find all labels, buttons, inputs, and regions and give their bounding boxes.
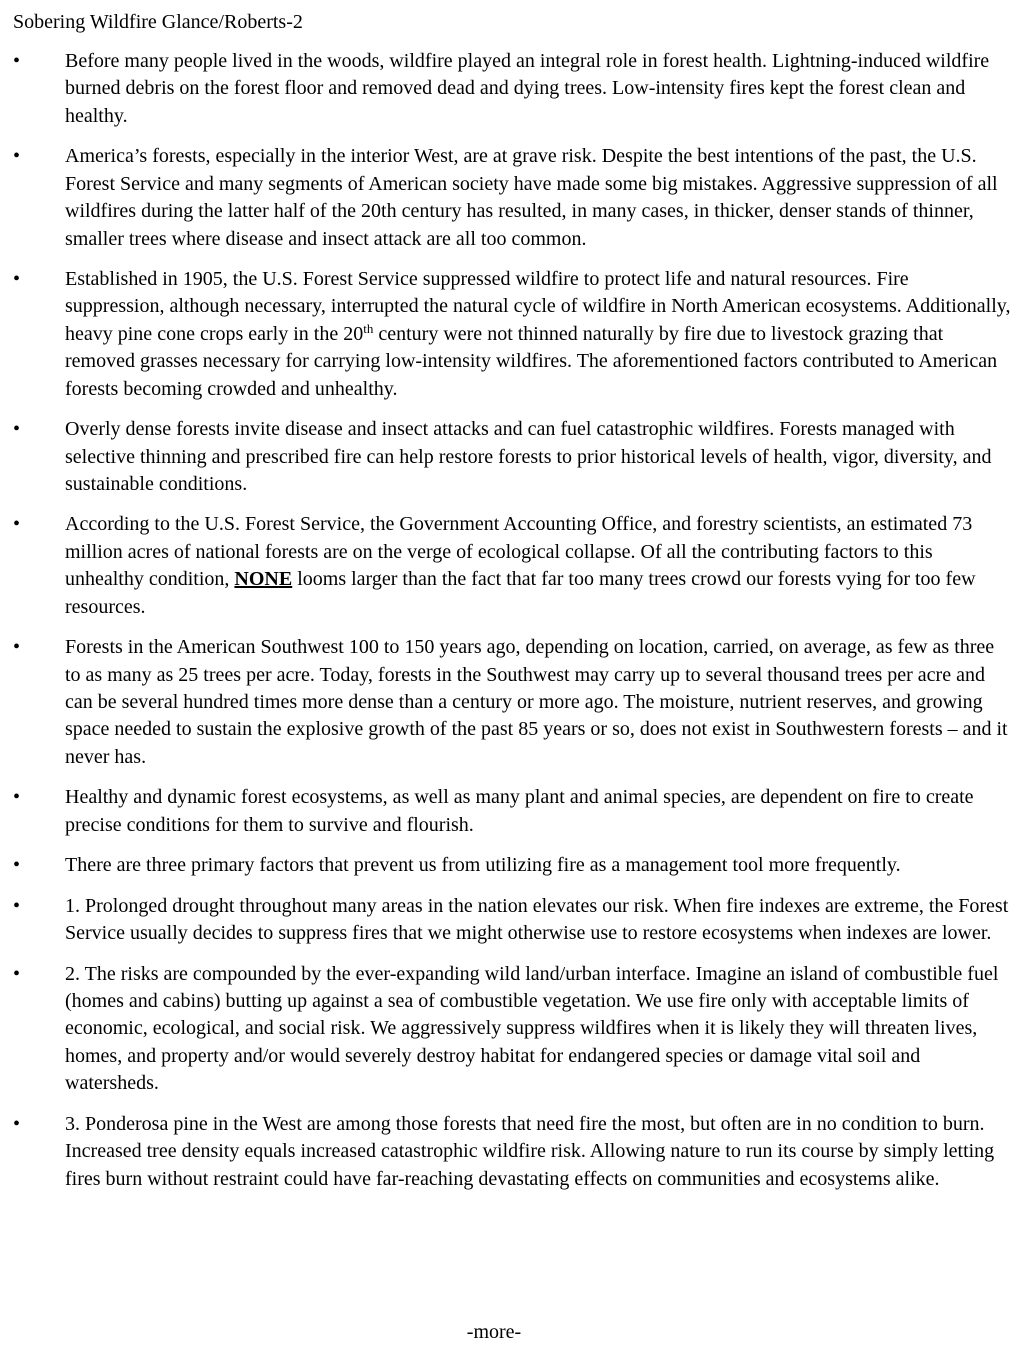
- superscript-ordinal: th: [363, 320, 374, 336]
- bullet-text-continued: looms larger than the fact that far too many trees crowd our forests vying for too few resources.: [65, 568, 976, 618]
- bullet-marker: •: [13, 145, 21, 168]
- bullet-text: 1. Prolonged drought throughout many areas in the nation elevates our risk. When fire indexes are extreme, the Forest Service usually decides to suppress fires that we might otherwise use to restore ecosystems when indexes are lower.: [65, 894, 1009, 945]
- bullet-item: [0, 634, 1024, 771]
- bullet-item: [0, 266, 1024, 403]
- bullet-text: Forests in the American Southwest 100 to 150 years ago, depending on location, carried, on average, as few as three to as many as 25 trees per acre. Today, forests in the Southwest may carry up to several thousand trees per acre and can be several hundred times more dense than a century or more ago. The moisture, nutrient reserves, and growing space needed to sustain the explosive growth of the past 85 years or so, does not exist in Southwestern forests – and it never has.: [65, 636, 1008, 768]
- bullet-item: [0, 416, 1024, 498]
- bullet-text: Overly dense forests invite disease and insect attacks and can fuel catastrophic wildfires. Forests managed with selective thinning and prescribed fire can help restore forests to prior historical levels of health, vigor, diversity, and sustainable conditions.: [65, 418, 992, 495]
- page-footer-more: -more-: [466, 1321, 522, 1343]
- bullet-text: According to the U.S. Forest Service, the Government Accounting Office, and forestry scientists, an estimated 73 million acres of national forests are on the verge of ecological collapse. Of all the contributing factors to this unhealthy condition,: [65, 513, 973, 591]
- bullet-item: [0, 784, 1024, 839]
- bullet-text-continued: century were not thinned naturally by fire due to livestock grazing that removed grasses necessary for carrying low-intensity wildfires. The aforementioned factors contributed to American forests becoming crowded and unhealthy.: [65, 322, 998, 400]
- bullet-marker: •: [13, 854, 21, 877]
- bullet-item: [0, 961, 1024, 1098]
- bullet-text: 3. Ponderosa pine in the West are among those forests that need fire the most, but often are in no condition to burn. Increased tree density equals increased catastrophic wildfire risk. Allowing nature to run its course by simply letting fires burn without restraint could have far-reaching devastating effects on communities and ecosystems alike.: [65, 1112, 995, 1190]
- bullet-marker: •: [13, 894, 21, 917]
- emphasis-none: NONE: [234, 568, 293, 591]
- bullet-item: [0, 511, 1024, 621]
- bullet-text: Established in 1905, the U.S. Forest Service suppressed wildfire to protect life and natural resources. Fire suppression, although necessary, interrupted the natural cycle of wildfire in North American ecosystems. Additionally, heavy pine cone crops early in the 20: [65, 268, 1011, 345]
- bullet-marker: •: [13, 50, 21, 72]
- bullet-marker: •: [13, 418, 21, 441]
- bullet-text: 2. The risks are compounded by the ever-expanding wild land/urban interface. Imagine an island of combustible fuel (homes and cabins) butting up against a sea of combustible vegetation. We use fire only with acceptable limits of economic, ecological, and social risk. We aggressively suppress wildfires when it is likely they will threaten lives, homes, and property and/or would severely destroy habitat for endangered species or damage vital soil and watersheds.: [65, 962, 999, 1095]
- bullet-item: [0, 48, 1024, 130]
- bullet-text: Healthy and dynamic forest ecosystems, as well as many plant and animal species, are dependent on fire to create precise conditions for them to survive and flourish.: [65, 786, 974, 836]
- bullet-marker: •: [13, 1112, 21, 1135]
- bullet-marker: •: [13, 636, 21, 659]
- bullet-text: There are three primary factors that prevent us from utilizing fire as a management tool more frequently.: [65, 854, 901, 877]
- bullet-marker: •: [13, 268, 21, 291]
- bullet-text: America’s forests, especially in the interior West, are at grave risk. Despite the best intentions of the past, the U.S. Forest Service and many segments of American society have made some big mistakes. Aggressive suppression of all wildfires during the latter half of the 20th century has resulted, in many cases, in thicker, denser stands of thinner, smaller trees where disease and insect attack are all too common.: [65, 145, 998, 250]
- bullet-item: [0, 1111, 1024, 1193]
- bullet-item: [0, 143, 1024, 253]
- bullet-marker: •: [13, 962, 21, 985]
- bullet-text: Before many people lived in the woods, wildfire played an integral role in forest health. Lightning-induced wildfire burned debris on the forest floor and removed dead and dying trees. Low-intensity fires kept the forest clean and healthy.: [65, 50, 990, 127]
- bullet-item: [0, 852, 1024, 879]
- bullet-item: [0, 893, 1024, 948]
- bullet-marker: •: [13, 513, 21, 536]
- page-header: Sobering Wildfire Glance/Roberts-2: [13, 11, 303, 33]
- bullet-list: [0, 48, 1024, 1206]
- bullet-marker: •: [13, 786, 21, 809]
